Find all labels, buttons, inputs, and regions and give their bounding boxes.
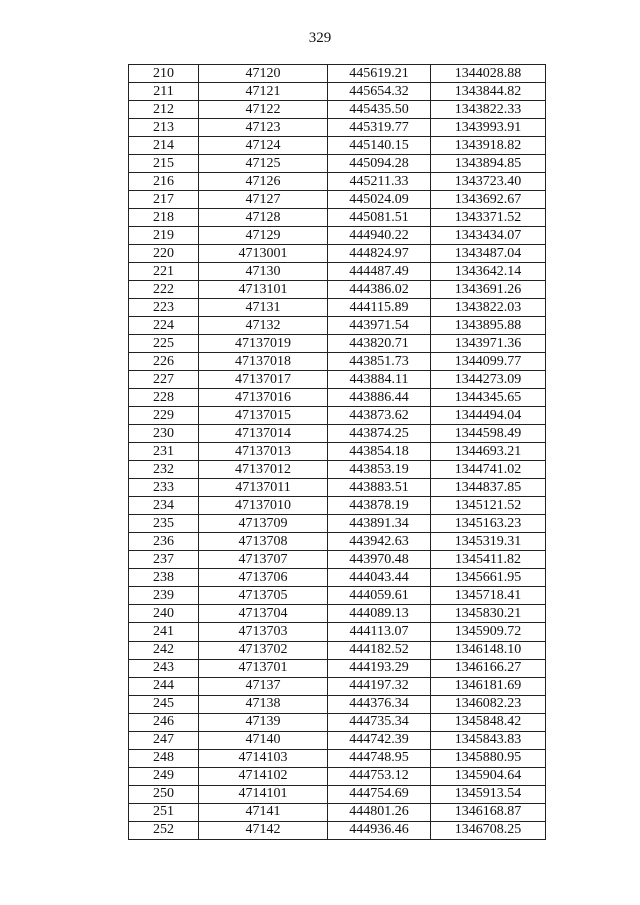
row-index-cell: 249	[129, 767, 199, 785]
table-row	[129, 263, 546, 281]
point-id-cell: 47137013	[199, 443, 328, 461]
x-coordinate-cell: 443971.54	[328, 317, 431, 335]
table-row	[129, 65, 546, 83]
row-index-cell: 227	[129, 371, 199, 389]
y-coordinate-cell: 1345319.31	[431, 533, 546, 551]
point-id-cell: 4713702	[199, 641, 328, 659]
y-coordinate-cell: 1343822.03	[431, 299, 546, 317]
x-coordinate-cell: 444735.34	[328, 713, 431, 731]
x-coordinate-cell: 445140.15	[328, 137, 431, 155]
row-index-cell: 244	[129, 677, 199, 695]
point-id-cell: 47125	[199, 155, 328, 173]
point-id-cell: 4713705	[199, 587, 328, 605]
x-coordinate-cell: 443970.48	[328, 551, 431, 569]
point-id-cell: 4713101	[199, 281, 328, 299]
point-id-cell: 47137019	[199, 335, 328, 353]
table-row	[129, 101, 546, 119]
row-index-cell: 251	[129, 803, 199, 821]
y-coordinate-cell: 1345163.23	[431, 515, 546, 533]
x-coordinate-cell: 444824.97	[328, 245, 431, 263]
table-row	[129, 209, 546, 227]
y-coordinate-cell: 1346082.23	[431, 695, 546, 713]
x-coordinate-cell: 444043.44	[328, 569, 431, 587]
row-index-cell: 225	[129, 335, 199, 353]
table-row	[129, 677, 546, 695]
row-index-cell: 231	[129, 443, 199, 461]
row-index-cell: 221	[129, 263, 199, 281]
row-index-cell: 230	[129, 425, 199, 443]
table-row	[129, 119, 546, 137]
table-row	[129, 821, 546, 839]
row-index-cell: 240	[129, 605, 199, 623]
row-index-cell: 224	[129, 317, 199, 335]
point-id-cell: 47137012	[199, 461, 328, 479]
x-coordinate-cell: 445319.77	[328, 119, 431, 137]
row-index-cell: 211	[129, 83, 199, 101]
point-id-cell: 47138	[199, 695, 328, 713]
table-row	[129, 461, 546, 479]
table-row	[129, 749, 546, 767]
point-id-cell: 47142	[199, 821, 328, 839]
point-id-cell: 4713708	[199, 533, 328, 551]
x-coordinate-cell: 445094.28	[328, 155, 431, 173]
x-coordinate-cell: 445619.21	[328, 65, 431, 83]
point-id-cell: 47141	[199, 803, 328, 821]
point-id-cell: 47137011	[199, 479, 328, 497]
table-row	[129, 731, 546, 749]
table-row	[129, 587, 546, 605]
coordinates-table-body	[129, 65, 546, 840]
x-coordinate-cell: 444115.89	[328, 299, 431, 317]
table-row	[129, 281, 546, 299]
row-index-cell: 226	[129, 353, 199, 371]
table-row	[129, 569, 546, 587]
x-coordinate-cell: 444940.22	[328, 227, 431, 245]
point-id-cell: 47121	[199, 83, 328, 101]
x-coordinate-cell: 443873.62	[328, 407, 431, 425]
row-index-cell: 243	[129, 659, 199, 677]
row-index-cell: 250	[129, 785, 199, 803]
x-coordinate-cell: 444742.39	[328, 731, 431, 749]
point-id-cell: 4713704	[199, 605, 328, 623]
x-coordinate-cell: 443884.11	[328, 371, 431, 389]
y-coordinate-cell: 1345848.42	[431, 713, 546, 731]
table-row	[129, 605, 546, 623]
table-row	[129, 299, 546, 317]
table-row	[129, 407, 546, 425]
table-row	[129, 641, 546, 659]
y-coordinate-cell: 1345843.83	[431, 731, 546, 749]
row-index-cell: 241	[129, 623, 199, 641]
point-id-cell: 47123	[199, 119, 328, 137]
y-coordinate-cell: 1346168.87	[431, 803, 546, 821]
table-row	[129, 479, 546, 497]
table-row	[129, 317, 546, 335]
point-id-cell: 47130	[199, 263, 328, 281]
y-coordinate-cell: 1343487.04	[431, 245, 546, 263]
table-row	[129, 623, 546, 641]
x-coordinate-cell: 444113.07	[328, 623, 431, 641]
point-id-cell: 47139	[199, 713, 328, 731]
row-index-cell: 219	[129, 227, 199, 245]
y-coordinate-cell: 1344494.04	[431, 407, 546, 425]
x-coordinate-cell: 444089.13	[328, 605, 431, 623]
y-coordinate-cell: 1343895.88	[431, 317, 546, 335]
table-row	[129, 389, 546, 407]
row-index-cell: 247	[129, 731, 199, 749]
table-row	[129, 191, 546, 209]
table-row	[129, 371, 546, 389]
point-id-cell: 47137014	[199, 425, 328, 443]
point-id-cell: 47137016	[199, 389, 328, 407]
table-row	[129, 335, 546, 353]
y-coordinate-cell: 1345661.95	[431, 569, 546, 587]
y-coordinate-cell: 1344598.49	[431, 425, 546, 443]
x-coordinate-cell: 443883.51	[328, 479, 431, 497]
point-id-cell: 47120	[199, 65, 328, 83]
y-coordinate-cell: 1345904.64	[431, 767, 546, 785]
row-index-cell: 237	[129, 551, 199, 569]
y-coordinate-cell: 1343971.36	[431, 335, 546, 353]
x-coordinate-cell: 444936.46	[328, 821, 431, 839]
point-id-cell: 47128	[199, 209, 328, 227]
table-row	[129, 551, 546, 569]
y-coordinate-cell: 1345913.54	[431, 785, 546, 803]
y-coordinate-cell: 1344741.02	[431, 461, 546, 479]
row-index-cell: 236	[129, 533, 199, 551]
table-row	[129, 533, 546, 551]
table-row	[129, 227, 546, 245]
point-id-cell: 47137018	[199, 353, 328, 371]
x-coordinate-cell: 444376.34	[328, 695, 431, 713]
x-coordinate-cell: 445435.50	[328, 101, 431, 119]
point-id-cell: 47124	[199, 137, 328, 155]
x-coordinate-cell: 444182.52	[328, 641, 431, 659]
point-id-cell: 47127	[199, 191, 328, 209]
row-index-cell: 212	[129, 101, 199, 119]
y-coordinate-cell: 1344099.77	[431, 353, 546, 371]
x-coordinate-cell: 443854.18	[328, 443, 431, 461]
row-index-cell: 235	[129, 515, 199, 533]
x-coordinate-cell: 444193.29	[328, 659, 431, 677]
page-number: 329	[308, 30, 332, 46]
table-row	[129, 515, 546, 533]
point-id-cell: 47137015	[199, 407, 328, 425]
table-row	[129, 767, 546, 785]
y-coordinate-cell: 1344273.09	[431, 371, 546, 389]
x-coordinate-cell: 443853.19	[328, 461, 431, 479]
point-id-cell: 47137	[199, 677, 328, 695]
y-coordinate-cell: 1343844.82	[431, 83, 546, 101]
y-coordinate-cell: 1343371.52	[431, 209, 546, 227]
row-index-cell: 228	[129, 389, 199, 407]
y-coordinate-cell: 1345830.21	[431, 605, 546, 623]
table-row	[129, 137, 546, 155]
x-coordinate-cell: 444059.61	[328, 587, 431, 605]
table-row	[129, 497, 546, 515]
row-index-cell: 214	[129, 137, 199, 155]
y-coordinate-cell: 1346708.25	[431, 821, 546, 839]
x-coordinate-cell: 443878.19	[328, 497, 431, 515]
row-index-cell: 222	[129, 281, 199, 299]
y-coordinate-cell: 1343434.07	[431, 227, 546, 245]
table-row	[129, 173, 546, 191]
point-id-cell: 47137010	[199, 497, 328, 515]
point-id-cell: 47131	[199, 299, 328, 317]
x-coordinate-cell: 444748.95	[328, 749, 431, 767]
row-index-cell: 217	[129, 191, 199, 209]
y-coordinate-cell: 1343691.26	[431, 281, 546, 299]
point-id-cell: 47129	[199, 227, 328, 245]
x-coordinate-cell: 445081.51	[328, 209, 431, 227]
row-index-cell: 248	[129, 749, 199, 767]
y-coordinate-cell: 1343822.33	[431, 101, 546, 119]
table-row	[129, 713, 546, 731]
row-index-cell: 233	[129, 479, 199, 497]
y-coordinate-cell: 1345121.52	[431, 497, 546, 515]
y-coordinate-cell: 1344345.65	[431, 389, 546, 407]
point-id-cell: 4714103	[199, 749, 328, 767]
row-index-cell: 239	[129, 587, 199, 605]
row-index-cell: 252	[129, 821, 199, 839]
x-coordinate-cell: 444197.32	[328, 677, 431, 695]
table-row	[129, 425, 546, 443]
point-id-cell: 47126	[199, 173, 328, 191]
row-index-cell: 218	[129, 209, 199, 227]
y-coordinate-cell: 1343642.14	[431, 263, 546, 281]
row-index-cell: 232	[129, 461, 199, 479]
point-id-cell: 4713709	[199, 515, 328, 533]
point-id-cell: 4713001	[199, 245, 328, 263]
x-coordinate-cell: 444753.12	[328, 767, 431, 785]
table-row	[129, 785, 546, 803]
table-row	[129, 443, 546, 461]
row-index-cell: 234	[129, 497, 199, 515]
row-index-cell: 210	[129, 65, 199, 83]
row-index-cell: 238	[129, 569, 199, 587]
y-coordinate-cell: 1344693.21	[431, 443, 546, 461]
row-index-cell: 246	[129, 713, 199, 731]
y-coordinate-cell: 1345880.95	[431, 749, 546, 767]
y-coordinate-cell: 1344028.88	[431, 65, 546, 83]
x-coordinate-cell: 443851.73	[328, 353, 431, 371]
x-coordinate-cell: 444801.26	[328, 803, 431, 821]
point-id-cell: 4714102	[199, 767, 328, 785]
row-index-cell: 242	[129, 641, 199, 659]
table-row	[129, 353, 546, 371]
y-coordinate-cell: 1344837.85	[431, 479, 546, 497]
y-coordinate-cell: 1345718.41	[431, 587, 546, 605]
point-id-cell: 47122	[199, 101, 328, 119]
point-id-cell: 47137017	[199, 371, 328, 389]
point-id-cell: 47132	[199, 317, 328, 335]
y-coordinate-cell: 1343723.40	[431, 173, 546, 191]
table-row	[129, 659, 546, 677]
row-index-cell: 215	[129, 155, 199, 173]
row-index-cell: 229	[129, 407, 199, 425]
y-coordinate-cell: 1346148.10	[431, 641, 546, 659]
point-id-cell: 47140	[199, 731, 328, 749]
x-coordinate-cell: 443942.63	[328, 533, 431, 551]
y-coordinate-cell: 1343918.82	[431, 137, 546, 155]
point-id-cell: 4713707	[199, 551, 328, 569]
row-index-cell: 220	[129, 245, 199, 263]
x-coordinate-cell: 443820.71	[328, 335, 431, 353]
x-coordinate-cell: 443874.25	[328, 425, 431, 443]
x-coordinate-cell: 443891.34	[328, 515, 431, 533]
row-index-cell: 213	[129, 119, 199, 137]
table-row	[129, 83, 546, 101]
x-coordinate-cell: 445211.33	[328, 173, 431, 191]
point-id-cell: 4714101	[199, 785, 328, 803]
y-coordinate-cell: 1346166.27	[431, 659, 546, 677]
y-coordinate-cell: 1343692.67	[431, 191, 546, 209]
y-coordinate-cell: 1345909.72	[431, 623, 546, 641]
point-id-cell: 4713703	[199, 623, 328, 641]
x-coordinate-cell: 444386.02	[328, 281, 431, 299]
coordinates-table	[128, 64, 546, 840]
row-index-cell: 216	[129, 173, 199, 191]
table-row	[129, 155, 546, 173]
x-coordinate-cell: 445024.09	[328, 191, 431, 209]
point-id-cell: 4713706	[199, 569, 328, 587]
y-coordinate-cell: 1345411.82	[431, 551, 546, 569]
x-coordinate-cell: 445654.32	[328, 83, 431, 101]
y-coordinate-cell: 1343894.85	[431, 155, 546, 173]
x-coordinate-cell: 444487.49	[328, 263, 431, 281]
point-id-cell: 4713701	[199, 659, 328, 677]
row-index-cell: 223	[129, 299, 199, 317]
y-coordinate-cell: 1343993.91	[431, 119, 546, 137]
y-coordinate-cell: 1346181.69	[431, 677, 546, 695]
x-coordinate-cell: 444754.69	[328, 785, 431, 803]
row-index-cell: 245	[129, 695, 199, 713]
table-row	[129, 695, 546, 713]
table-row	[129, 245, 546, 263]
table-row	[129, 803, 546, 821]
x-coordinate-cell: 443886.44	[328, 389, 431, 407]
